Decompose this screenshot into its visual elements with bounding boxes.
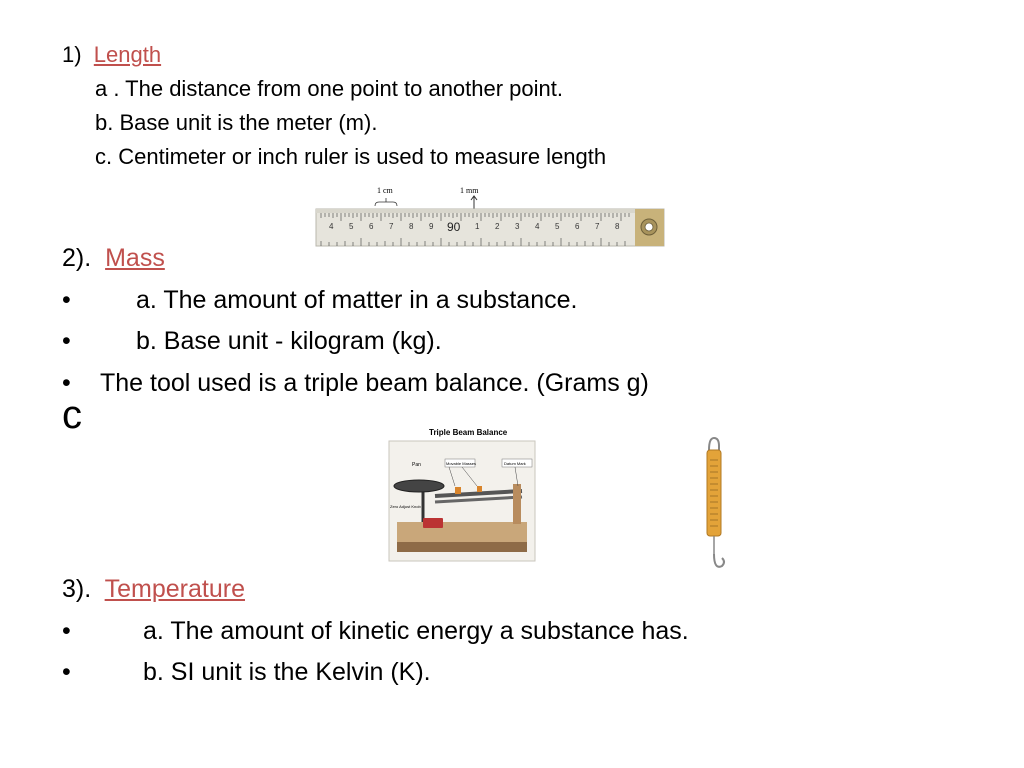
ruler-mark: 4 bbox=[535, 222, 540, 231]
section3-bullet-marker: • bbox=[62, 658, 71, 686]
ruler-center-mark: 90 bbox=[447, 220, 461, 234]
section2-bullet-a: a. The amount of matter in a substance. bbox=[136, 286, 578, 314]
ruler-mark: 5 bbox=[555, 222, 560, 231]
section3-heading bbox=[62, 575, 245, 604]
ruler-graphic bbox=[313, 184, 666, 250]
balance-label-masses: Movable Masses bbox=[446, 461, 477, 466]
mass-link[interactable]: Mass bbox=[105, 244, 165, 272]
ruler-mark: 8 bbox=[409, 222, 414, 231]
section3-bullet-b: b. SI unit is the Kelvin (K). bbox=[143, 658, 431, 686]
section2-bullet-marker: • bbox=[62, 369, 71, 397]
section2-bullet-c: The tool used is a triple beam balance. (Grams g) bbox=[100, 369, 649, 397]
section2-heading bbox=[62, 244, 165, 273]
ruler-label-mm: 1 mm bbox=[460, 186, 479, 195]
ruler-mark: 8 bbox=[615, 222, 620, 231]
section2-number: 2). bbox=[62, 244, 92, 272]
section1-line-c: c. Centimeter or inch ruler is used to measure length bbox=[95, 144, 607, 169]
section1-heading bbox=[62, 42, 161, 68]
ruler-mark: 7 bbox=[595, 222, 600, 231]
section1-line-b: b. Base unit is the meter (m). bbox=[95, 110, 378, 135]
balance-label-zero: Zero Adjust Knob bbox=[390, 504, 421, 509]
section1-number: 1) bbox=[62, 42, 82, 67]
temperature-link[interactable]: Temperature bbox=[104, 575, 245, 603]
ruler-label-cm: 1 cm bbox=[377, 186, 393, 195]
balance-graphic bbox=[387, 424, 537, 562]
spring-scale-image bbox=[694, 436, 734, 576]
ruler-mark: 5 bbox=[349, 222, 354, 231]
ruler-mark: 4 bbox=[329, 222, 334, 231]
ruler-mark: 7 bbox=[389, 222, 394, 231]
ruler-mark: 6 bbox=[575, 222, 580, 231]
ruler-mark: 6 bbox=[369, 222, 374, 231]
section3-number: 3). bbox=[62, 575, 92, 603]
section3-bullet-marker: • bbox=[62, 617, 71, 645]
balance-image bbox=[387, 424, 537, 562]
ruler-mark: 2 bbox=[495, 222, 500, 231]
stray-letter: c bbox=[62, 393, 82, 437]
section2-bullet-b: b. Base unit - kilogram (kg). bbox=[136, 327, 442, 355]
section2-bullet-marker: • bbox=[62, 327, 71, 355]
ruler-mark: 9 bbox=[429, 222, 434, 231]
ruler-image bbox=[313, 184, 666, 250]
section3-bullet-a: a. The amount of kinetic energy a substance has. bbox=[143, 617, 689, 645]
spring-scale-graphic bbox=[694, 436, 734, 576]
length-link[interactable]: Length bbox=[93, 42, 162, 67]
section1-line-a: a . The distance from one point to another point. bbox=[95, 76, 564, 101]
section2-bullet-marker: • bbox=[62, 286, 71, 314]
balance-label-pan: Pan bbox=[412, 462, 421, 468]
balance-title: Triple Beam Balance bbox=[429, 428, 508, 437]
ruler-mark: 3 bbox=[515, 222, 520, 231]
balance-label-datum: Datum Mark bbox=[504, 461, 526, 466]
ruler-mark: 1 bbox=[475, 222, 480, 231]
